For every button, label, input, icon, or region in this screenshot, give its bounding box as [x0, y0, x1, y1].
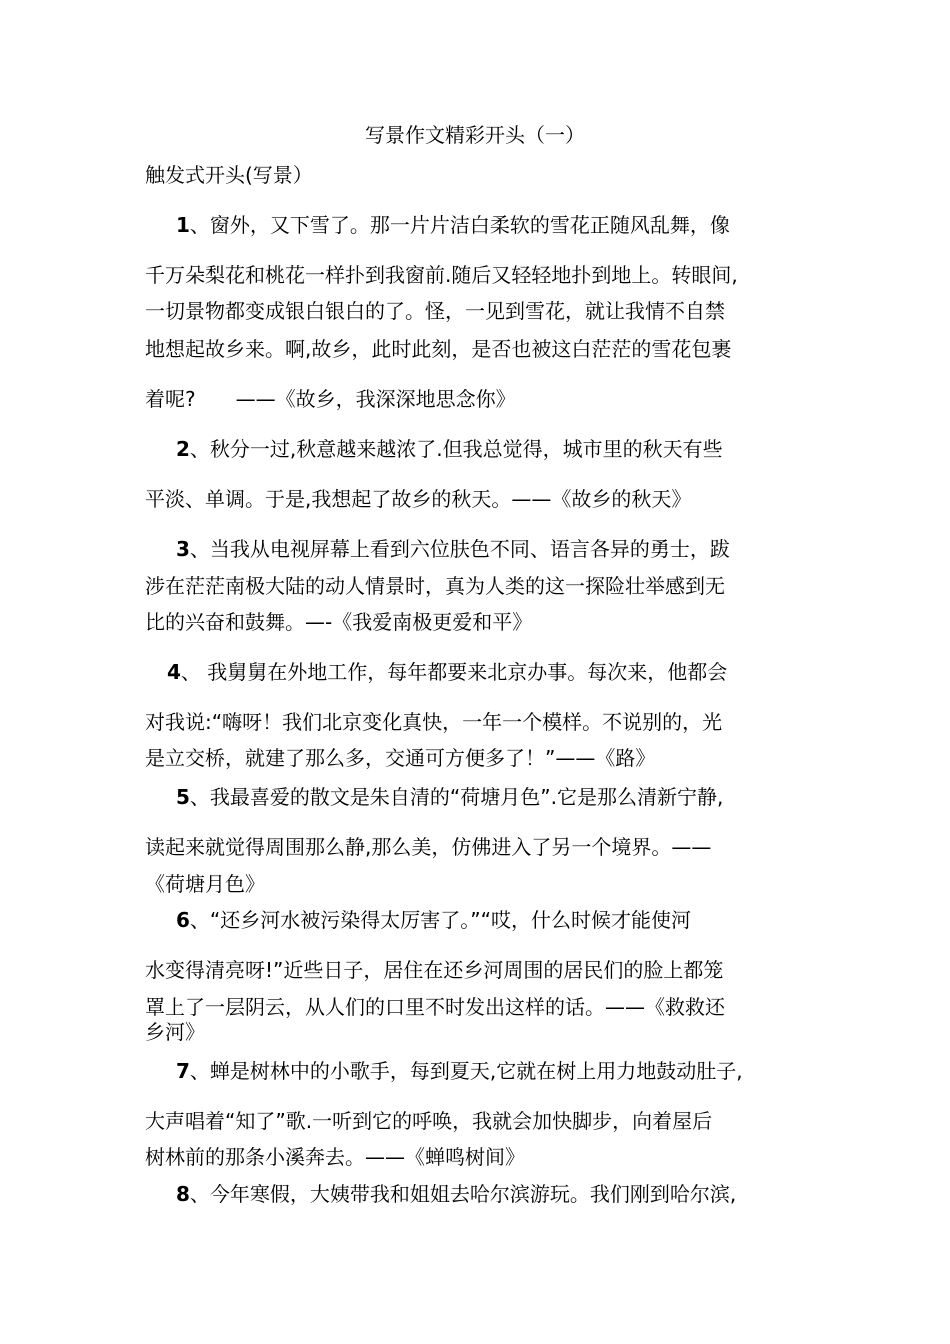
- paragraph-7-line-2: 大声唱着“知了”歌.一听到它的呼唤，我就会加快脚步，向着屋后: [145, 1109, 713, 1133]
- paragraph-1-line-4: 地想起故乡来。啊,故乡，此时此刻，是否也被这白茫茫的雪花包裹: [145, 337, 732, 361]
- paragraph-number: 7: [176, 1059, 190, 1083]
- paragraph-3-line-1: [176, 535, 730, 563]
- paragraph-5-line-3: 《荷塘月色》: [145, 872, 265, 896]
- paragraph-text: 、秋分一过,秋意越来越浓了.但我总觉得，城市里的秋天有些: [189, 437, 723, 461]
- paragraph-3-line-2: 涉在茫茫南极大陆的动人情景时，真为人类的这一探险壮举感到无: [145, 574, 725, 598]
- paragraph-6-line-1: [176, 906, 691, 934]
- paragraph-7-line-3: 树林前的那条小溪奔去。——《蝉鸣树间》: [145, 1145, 525, 1169]
- paragraph-5-line-2: 读起来就觉得周围那么静,那么美，仿佛进入了另一个境界。——: [145, 835, 712, 859]
- paragraph-6-line-3: 罩上了一层阴云，从人们的口里不时发出这样的话。——《救救还: [145, 995, 725, 1019]
- paragraph-text: 、蝉是树林中的小歌手，每到夏天,它就在树上用力地鼓动肚子,: [189, 1059, 743, 1083]
- document-title: 写景作文精彩开头（一）: [365, 123, 585, 147]
- paragraph-text: 、“还乡河水被污染得太厉害了。”“哎，什么时候才能使河: [189, 908, 692, 932]
- paragraph-6-line-2: 水变得清亮呀!”近些日子，居住在还乡河周围的居民们的脸上都笼: [145, 958, 724, 982]
- paragraph-number: 3: [176, 537, 190, 561]
- paragraph-8-line-1: [176, 1180, 736, 1208]
- paragraph-text: 、窗外，又下雪了。那一片片洁白柔软的雪花正随风乱舞，像: [189, 213, 730, 237]
- paragraph-5-line-1: [176, 783, 723, 811]
- paragraph-text: 、我最喜爱的散文是朱自清的“荷塘月色”.它是那么清新宁静,: [189, 785, 724, 809]
- paragraph-number: 4: [167, 660, 181, 684]
- paragraph-1-line-5: 着呢? ——《故乡，我深深地思念你》: [145, 387, 516, 411]
- paragraph-2-line-1: [176, 435, 723, 463]
- paragraph-1-line-1: [176, 211, 730, 239]
- paragraph-3-line-3: 比的兴奋和鼓舞。—-《我爱南极更爱和平》: [145, 610, 533, 634]
- paragraph-text: 、 我舅舅在外地工作，每年都要来北京办事。每次来，他都会: [180, 660, 728, 684]
- paragraph-number: 2: [176, 437, 190, 461]
- paragraph-2-line-2: 平淡、单调。于是,我想起了故乡的秋天。——《故乡的秋天》: [145, 487, 692, 511]
- paragraph-7-line-1: [176, 1057, 743, 1085]
- paragraph-text: 、今年寒假，大姨带我和姐姐去哈尔滨游玩。我们刚到哈尔滨,: [189, 1182, 737, 1206]
- paragraph-4-line-2: 对我说:“嗨呀！我们北京变化真快，一年一个模样。不说别的，光: [145, 710, 723, 734]
- paragraph-1-line-3: 一切景物都变成银白银白的了。怪，一见到雪花，就让我情不自禁: [145, 299, 725, 323]
- paragraph-number: 6: [176, 908, 190, 932]
- paragraph-number: 5: [176, 785, 190, 809]
- paragraph-text: 、当我从电视屏幕上看到六位肤色不同、语言各异的勇士，跋: [189, 537, 730, 561]
- paragraph-number: 8: [176, 1182, 190, 1206]
- document-subtitle: 触发式开头(写景）: [145, 163, 313, 187]
- paragraph-6-line-4: 乡河》: [145, 1020, 205, 1044]
- paragraph-4-line-3: 是立交桥，就建了那么多，交通可方便多了！”——《路》: [145, 746, 656, 770]
- paragraph-4-line-1: [167, 658, 727, 686]
- paragraph-number: 1: [176, 213, 190, 237]
- paragraph-1-line-2: 千万朵梨花和桃花一样扑到我窗前.随后又轻轻地扑到地上。转眼间,: [145, 263, 738, 287]
